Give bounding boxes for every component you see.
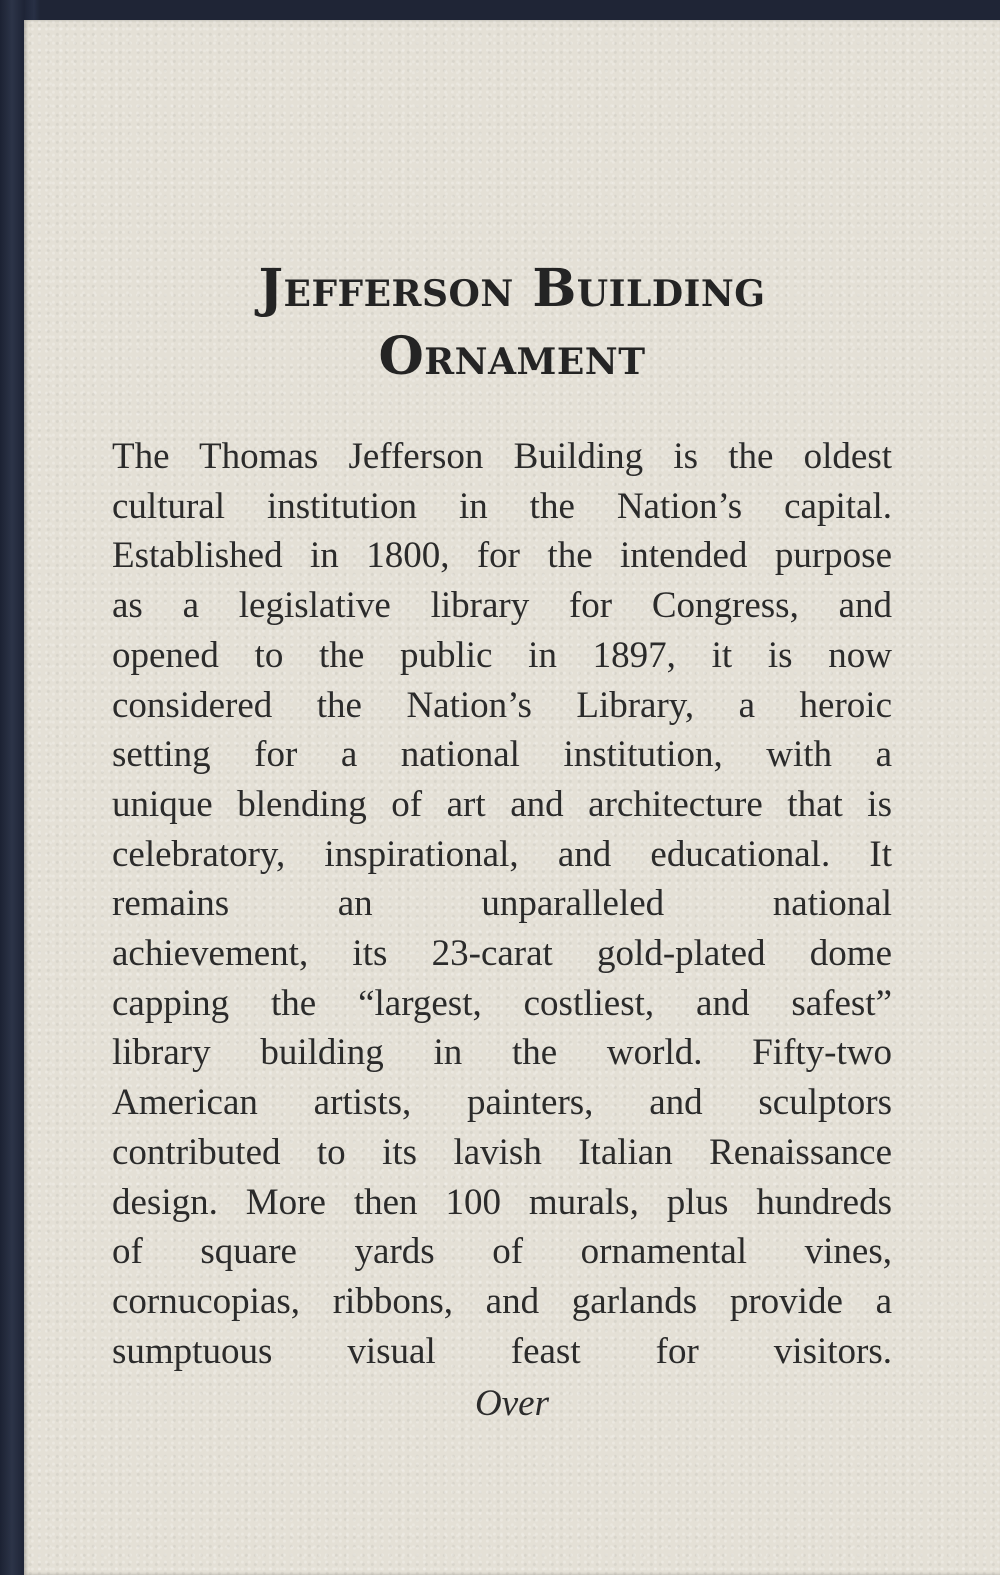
body-line: library building in the world. Fifty-two xyxy=(112,1032,892,1074)
body-line: contributed to its lavish Italian Renaissance xyxy=(112,1131,892,1173)
card-body-text xyxy=(112,432,892,1376)
body-line: American artists, painters, and sculptors xyxy=(112,1082,892,1124)
body-line: unique blending of art and architecture that is xyxy=(112,783,892,825)
body-line: as a legislative library for Congress, and xyxy=(112,585,892,627)
info-card xyxy=(24,20,1000,1575)
card-title-line-1: Jefferson Building xyxy=(258,258,766,319)
body-line: considered the Nation’s Library, a heroic xyxy=(112,684,892,726)
body-line: setting for a national institution, with a xyxy=(112,734,892,776)
body-line: sumptuous visual feast for visitors. xyxy=(112,1330,892,1372)
body-line: design. More then 100 murals, plus hundreds xyxy=(112,1181,892,1223)
body-line: remains an unparalleled national xyxy=(112,883,892,925)
body-line: cornucopias, ribbons, and garlands provide a xyxy=(112,1280,892,1322)
card-footer-over: Over xyxy=(475,1383,549,1424)
body-line: of square yards of ornamental vines, xyxy=(112,1231,892,1273)
body-line: achievement, its 23-carat gold-plated dome xyxy=(112,933,892,975)
body-line: The Thomas Jefferson Building is the oldest xyxy=(112,436,892,477)
body-line: capping the “largest, costliest, and safest” xyxy=(112,982,892,1024)
body-line: opened to the public in 1897, it is now xyxy=(112,634,892,676)
body-line: Established in 1800, for the intended purpose xyxy=(112,535,892,577)
body-line: celebratory, inspirational, and educational. It xyxy=(112,833,892,875)
card-title-line-2: Ornament xyxy=(378,326,646,387)
body-line: cultural institution in the Nation’s capital. xyxy=(112,485,892,527)
